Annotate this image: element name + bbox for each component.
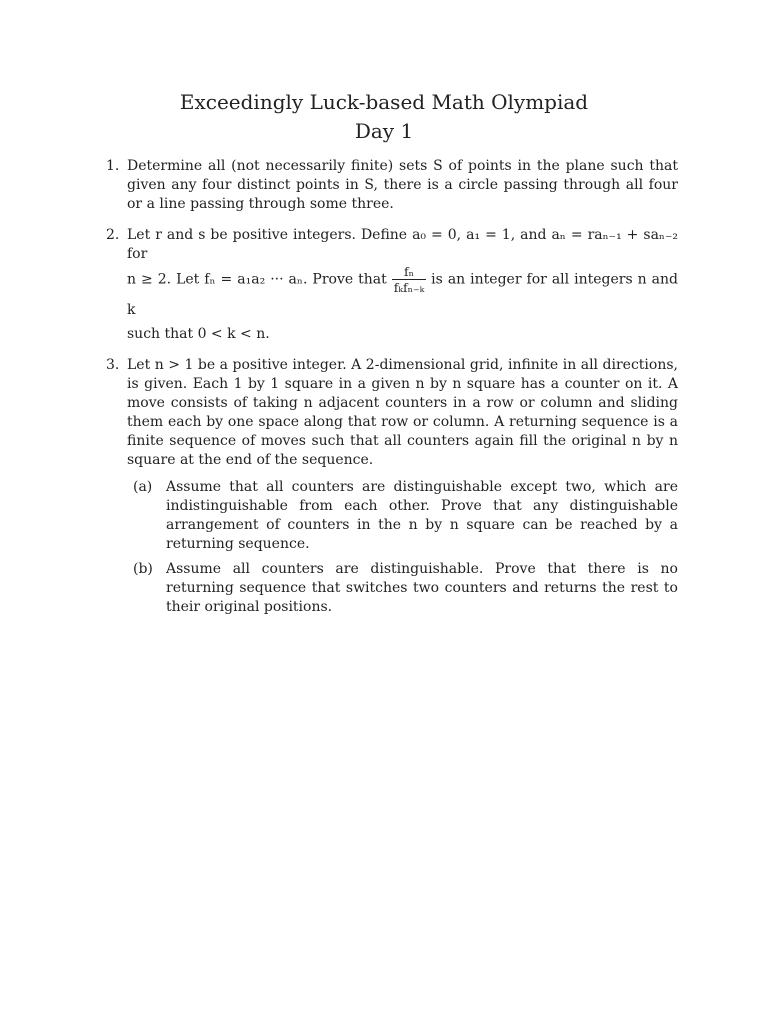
problem-text-fragment: is an integer for all integers n and k (127, 271, 679, 318)
problem-text-line: such that 0 < k < n. (127, 326, 270, 342)
subpart-b (133, 560, 678, 617)
problem-number: 3. (106, 357, 120, 373)
problem-text-fragment: n ≥ 2. Let fₙ = a₁a₂ ··· aₙ. Prove that (127, 271, 387, 288)
page-subtitle: Day 1 (354, 119, 414, 143)
subpart-text: Assume that all counters are distinguishable except two, which are indistinguishable from each other. Prove that any distinguishable arrangement of counters in the n by n square can be reached by a returning sequence. (166, 479, 678, 552)
problem-list (106, 157, 678, 629)
subpart-label: (b) (133, 561, 153, 577)
problem-number: 2. (106, 227, 120, 243)
fraction-denominator: fₖfₙ₋ₖ (393, 280, 425, 295)
problem-text-line (127, 264, 678, 325)
subpart-text: Assume all counters are distinguishable. Prove that there is no returning sequence that switches two counters and returns the rest to their original positions. (166, 561, 678, 615)
subpart-list (127, 478, 678, 617)
fraction (392, 264, 426, 295)
subpart-label: (a) (133, 479, 153, 495)
problem-2 (106, 226, 678, 344)
subpart-a (133, 478, 678, 554)
problem-text: Let n > 1 be a positive integer. A 2-dimensional grid, infinite in all directions, is given. Each 1 by 1 square in a given n by n square has a counter on it. A move consists of taking n adjacent counters in a row or column and sliding them each by one space along that row or column. A returning sequence is a finite sequence of moves such that all counters again fill the original n by n square at the end of the sequence. (127, 357, 678, 468)
problem-number: 1. (106, 158, 120, 174)
problem-text: Determine all (not necessarily finite) sets S of points in the plane such that given any four distinct points in S, there is a circle passing through all four or a line passing through some three. (127, 158, 678, 212)
page-title: Exceedingly Luck-based Math Olympiad (179, 90, 589, 114)
fraction-numerator: fₙ (392, 264, 426, 280)
title-block (0, 88, 768, 146)
problem-1 (106, 157, 678, 214)
problem-3 (106, 356, 678, 617)
problem-text-line: Let r and s be positive integers. Define a₀ = 0, a₁ = 1, and aₙ = raₙ₋₁ + saₙ₋₂ for (127, 227, 678, 262)
